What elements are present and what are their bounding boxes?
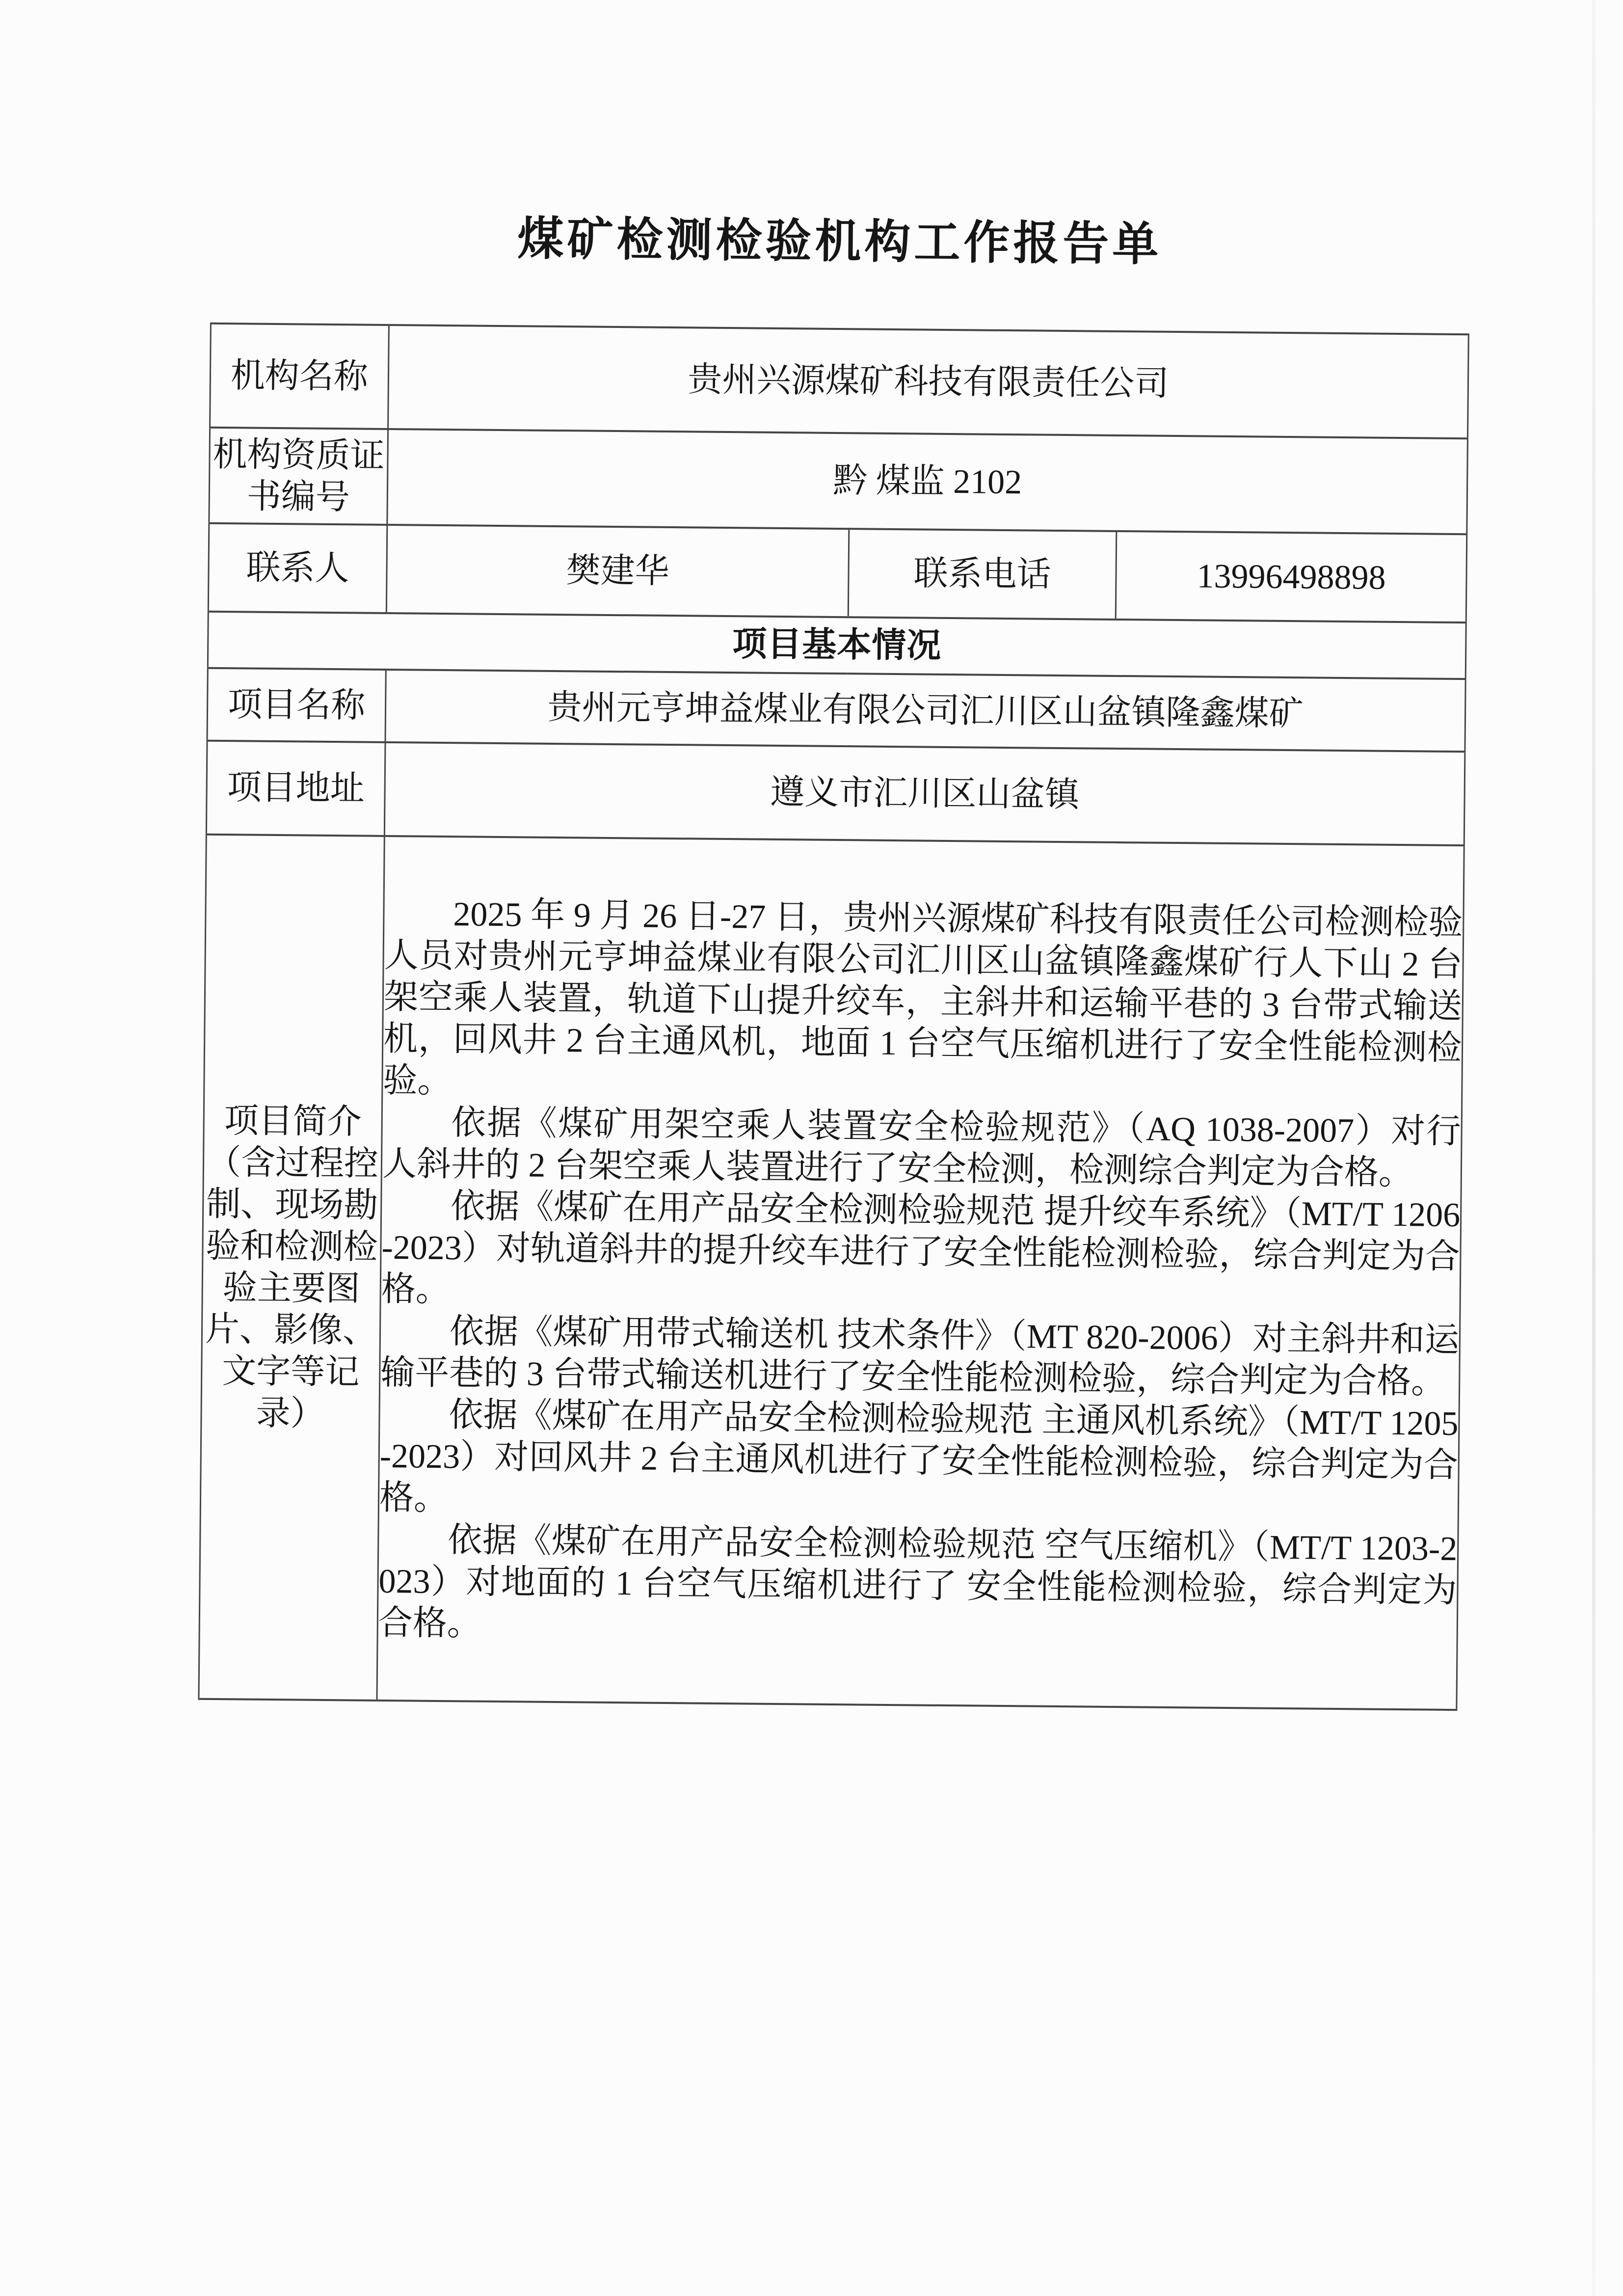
row-project-address xyxy=(206,741,1465,845)
contact-name-value: 樊建华 xyxy=(386,525,849,617)
project-name-label: 项目名称 xyxy=(207,668,386,742)
report-content xyxy=(198,205,1468,1711)
section-header: 项目基本情况 xyxy=(208,612,1466,679)
row-project-summary xyxy=(199,835,1464,1710)
row-contact xyxy=(208,523,1467,622)
org-name-label: 机构名称 xyxy=(210,324,389,429)
summary-paragraph: 依据《煤矿在用产品安全检测检验规范 提升绞车系统》（MT/T 1206-2023）对轨道斜井的提升绞车进行了安全性能检测检验，综合判定为合格。 xyxy=(381,1187,1461,1309)
org-name-value: 贵州兴源煤矿科技有限责任公司 xyxy=(388,325,1469,438)
summary-paragraph: 依据《煤矿在用产品安全检测检验规范 空气压缩机》（MT/T 1203-2023）对地面的 1 台空气压缩机进行了 安全性能检测检验，综合判定为合格。 xyxy=(378,1521,1458,1643)
project-summary-body xyxy=(377,836,1464,1710)
scan-edge-artifact xyxy=(1592,0,1596,2296)
row-project-name xyxy=(207,668,1465,752)
summary-paragraph: 2025 年 9 月 26 日-27 日，贵州兴源煤矿科技有限责任公司检测检验人员对贵州元亨坤益煤业有限公司汇川区山盆镇隆鑫煤矿行人下山 2 台架空乘人装置，轨道下山提升绞车，主斜井和运输平巷的 3 台带式输送机，回风井 2 台主通风机，地面 1 台空气压缩机进行了安全性能检测检验。 xyxy=(383,895,1463,1100)
page-title: 煤矿检测检验机构工作报告单 xyxy=(517,214,1162,270)
project-name-value: 贵州元亨坤益煤业有限公司汇川区山盆镇隆鑫煤矿 xyxy=(385,670,1465,752)
report-table xyxy=(198,323,1469,1711)
cert-no-label: 机构资质证书编号 xyxy=(209,428,388,525)
summary-paragraph: 依据《煤矿在用产品安全检测检验规范 主通风机系统》（MT/T 1205-2023）对回风井 2 台主通风机进行了安全性能检测检验，综合判定为合格。 xyxy=(379,1396,1459,1517)
project-summary-label: 项目简介（含过程控制、现场勘验和检测检验主要图片、影像、文字等记录） xyxy=(199,835,384,1701)
row-section-header xyxy=(208,612,1466,679)
contact-phone-label: 联系电话 xyxy=(848,529,1117,620)
summary-paragraph: 依据《煤矿用架空乘人装置安全检验规范》（AQ 1038-2007）对行人斜井的 2 台架空乘人装置进行了安全检测，检测综合判定为合格。 xyxy=(382,1104,1462,1192)
summary-paragraph: 依据《煤矿用带式输送机 技术条件》（MT 820-2006）对主斜井和运输平巷的 3 台带式输送机进行了安全性能检测检验，综合判定为合格。 xyxy=(380,1312,1460,1401)
contact-phone-value: 13996498898 xyxy=(1116,531,1467,622)
row-cert-no xyxy=(209,428,1468,534)
row-org-name xyxy=(210,324,1469,438)
project-address-label: 项目地址 xyxy=(206,741,385,836)
cert-no-value: 黔 煤监 2102 xyxy=(387,429,1468,534)
contact-label: 联系人 xyxy=(208,523,387,613)
project-address-value: 遵义市汇川区山盆镇 xyxy=(384,742,1465,845)
